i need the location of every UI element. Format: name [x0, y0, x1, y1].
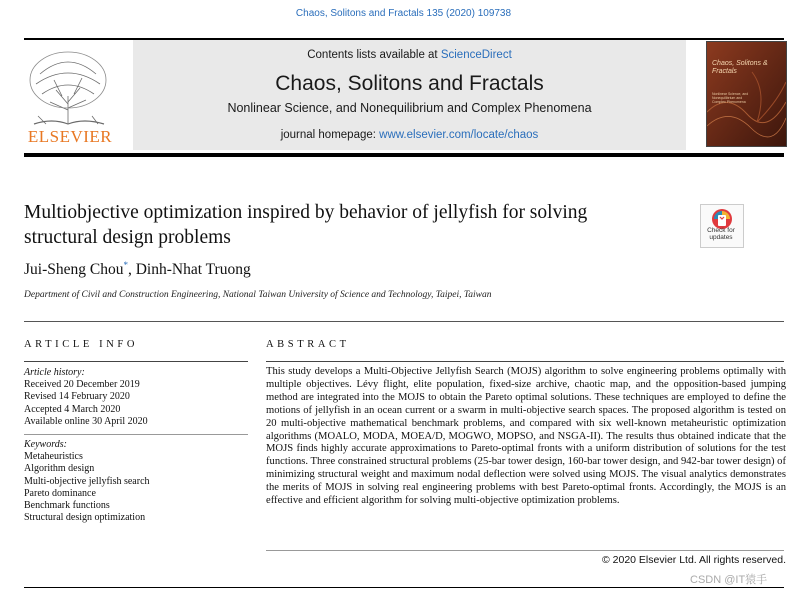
journal-homepage-link[interactable]: www.elsevier.com/locate/chaos — [379, 129, 539, 141]
history-heading: Article history: — [24, 367, 85, 378]
homepage-prefix: journal homepage: — [280, 129, 380, 141]
author-name[interactable]: Jui-Sheng Chou — [24, 261, 124, 279]
bottom-rule — [24, 587, 784, 588]
article-title: Multiobjective optimization inspired by behavior of jellyfish for solving structural design problems — [24, 202, 588, 248]
abstract-heading: ABSTRACT — [266, 339, 350, 350]
abstract-rule — [266, 361, 784, 362]
article-info-rule — [24, 361, 248, 362]
section-divider — [24, 321, 784, 322]
journal-homepage-line — [133, 129, 686, 141]
journal-cover-image[interactable] — [706, 41, 787, 147]
history-item: Received 20 December 2019 — [24, 379, 140, 391]
keyword-item: Metaheuristics — [24, 451, 83, 463]
corresponding-author-mark[interactable]: * — [123, 260, 128, 270]
copyright-rule — [266, 550, 784, 551]
keyword-item: Multi-objective jellyfish search — [24, 475, 150, 487]
keyword-item: Benchmark functions — [24, 500, 110, 512]
journal-title: Chaos, Solitons and Fractals — [275, 72, 544, 95]
contents-line — [133, 49, 686, 61]
abstract-text: This study develops a Multi-Objective Jellyfish Search (MOJS) algorithm to solve engineering problems optimally with multiple objectives. Lévy flight, elite population, fixed-size archive, chaotic map, and the opposition-based jumping method are integrated into the MOJS to obtain the Pareto optimal solutions. These techniques are employed to define the motions of jellyfish in an ocean current or a swarm in multi-objective search spaces. The proposed algorithm is tested on 20 multi-objective mathematical benchmark problems, and compared with six well-known metaheuristic optimization algorithms (MOALO, MODA, MOEA/D, MOGWO, MOPSO, and NSGA-II). The results thus obtained indicate that the MOJS finds highly accurate approximations to Pareto-optimal fronts with a uniform distribution of solutions for the test functions. Three constrained structural problems (25-bar tower design, 160-bar tower design, and 942-bar tower design) of minimizing structural weight and maximum nodal deflection were solved using MOJS. The visual analytics demonstrates the merits of MOJS in solving real engineering problems with best Pareto-optimal fronts. Accordingly, the MOJS is an effective and efficient algorithm for solving multi-objective optimization problems. — [266, 366, 786, 507]
author-affiliation: Department of Civil and Construction Engineering, National Taiwan University of Science and Technology, Taipei, Taiwan — [24, 290, 492, 300]
copyright-notice: © 2020 Elsevier Ltd. All rights reserved. — [602, 554, 786, 566]
journal-citation[interactable]: Chaos, Solitons and Fractals 135 (2020) 109738 — [295, 8, 512, 19]
contents-prefix: Contents lists available at — [307, 49, 441, 61]
check-for-updates-badge[interactable] — [700, 204, 744, 248]
history-item: Revised 14 February 2020 — [24, 391, 130, 403]
csdn-watermark: CSDN @IT猿手 — [690, 574, 768, 586]
check-for-updates-label: Check for updates — [707, 227, 735, 241]
keywords-list — [24, 439, 248, 524]
elsevier-wordmark[interactable]: ELSEVIER — [27, 127, 113, 146]
keyword-item: Structural design optimization — [24, 512, 146, 524]
author-name[interactable]: , Dinh-Nhat Truong — [127, 261, 251, 279]
history-item: Available online 30 April 2020 — [24, 415, 148, 427]
article-history — [24, 367, 248, 428]
article-info-heading: ARTICLE INFO — [24, 339, 139, 350]
sciencedirect-link[interactable]: ScienceDirect — [440, 49, 512, 61]
history-item: Accepted 4 March 2020 — [24, 403, 121, 415]
cover-subtitle: Nonlinear Science, and Nonequilibrium and Complex Phenomena — [712, 92, 749, 104]
cover-title: Chaos, Solitons & Fractals — [712, 60, 768, 75]
journal-subtitle: Nonlinear Science, and Nonequilibrium and Complex Phenomena — [227, 101, 592, 115]
keyword-item: Pareto dominance — [24, 487, 96, 499]
keyword-item: Algorithm design — [24, 463, 95, 475]
keywords-rule — [24, 434, 248, 435]
keywords-heading: Keywords: — [24, 439, 67, 450]
author-list — [24, 260, 251, 279]
header-bottom-rule — [24, 153, 784, 157]
